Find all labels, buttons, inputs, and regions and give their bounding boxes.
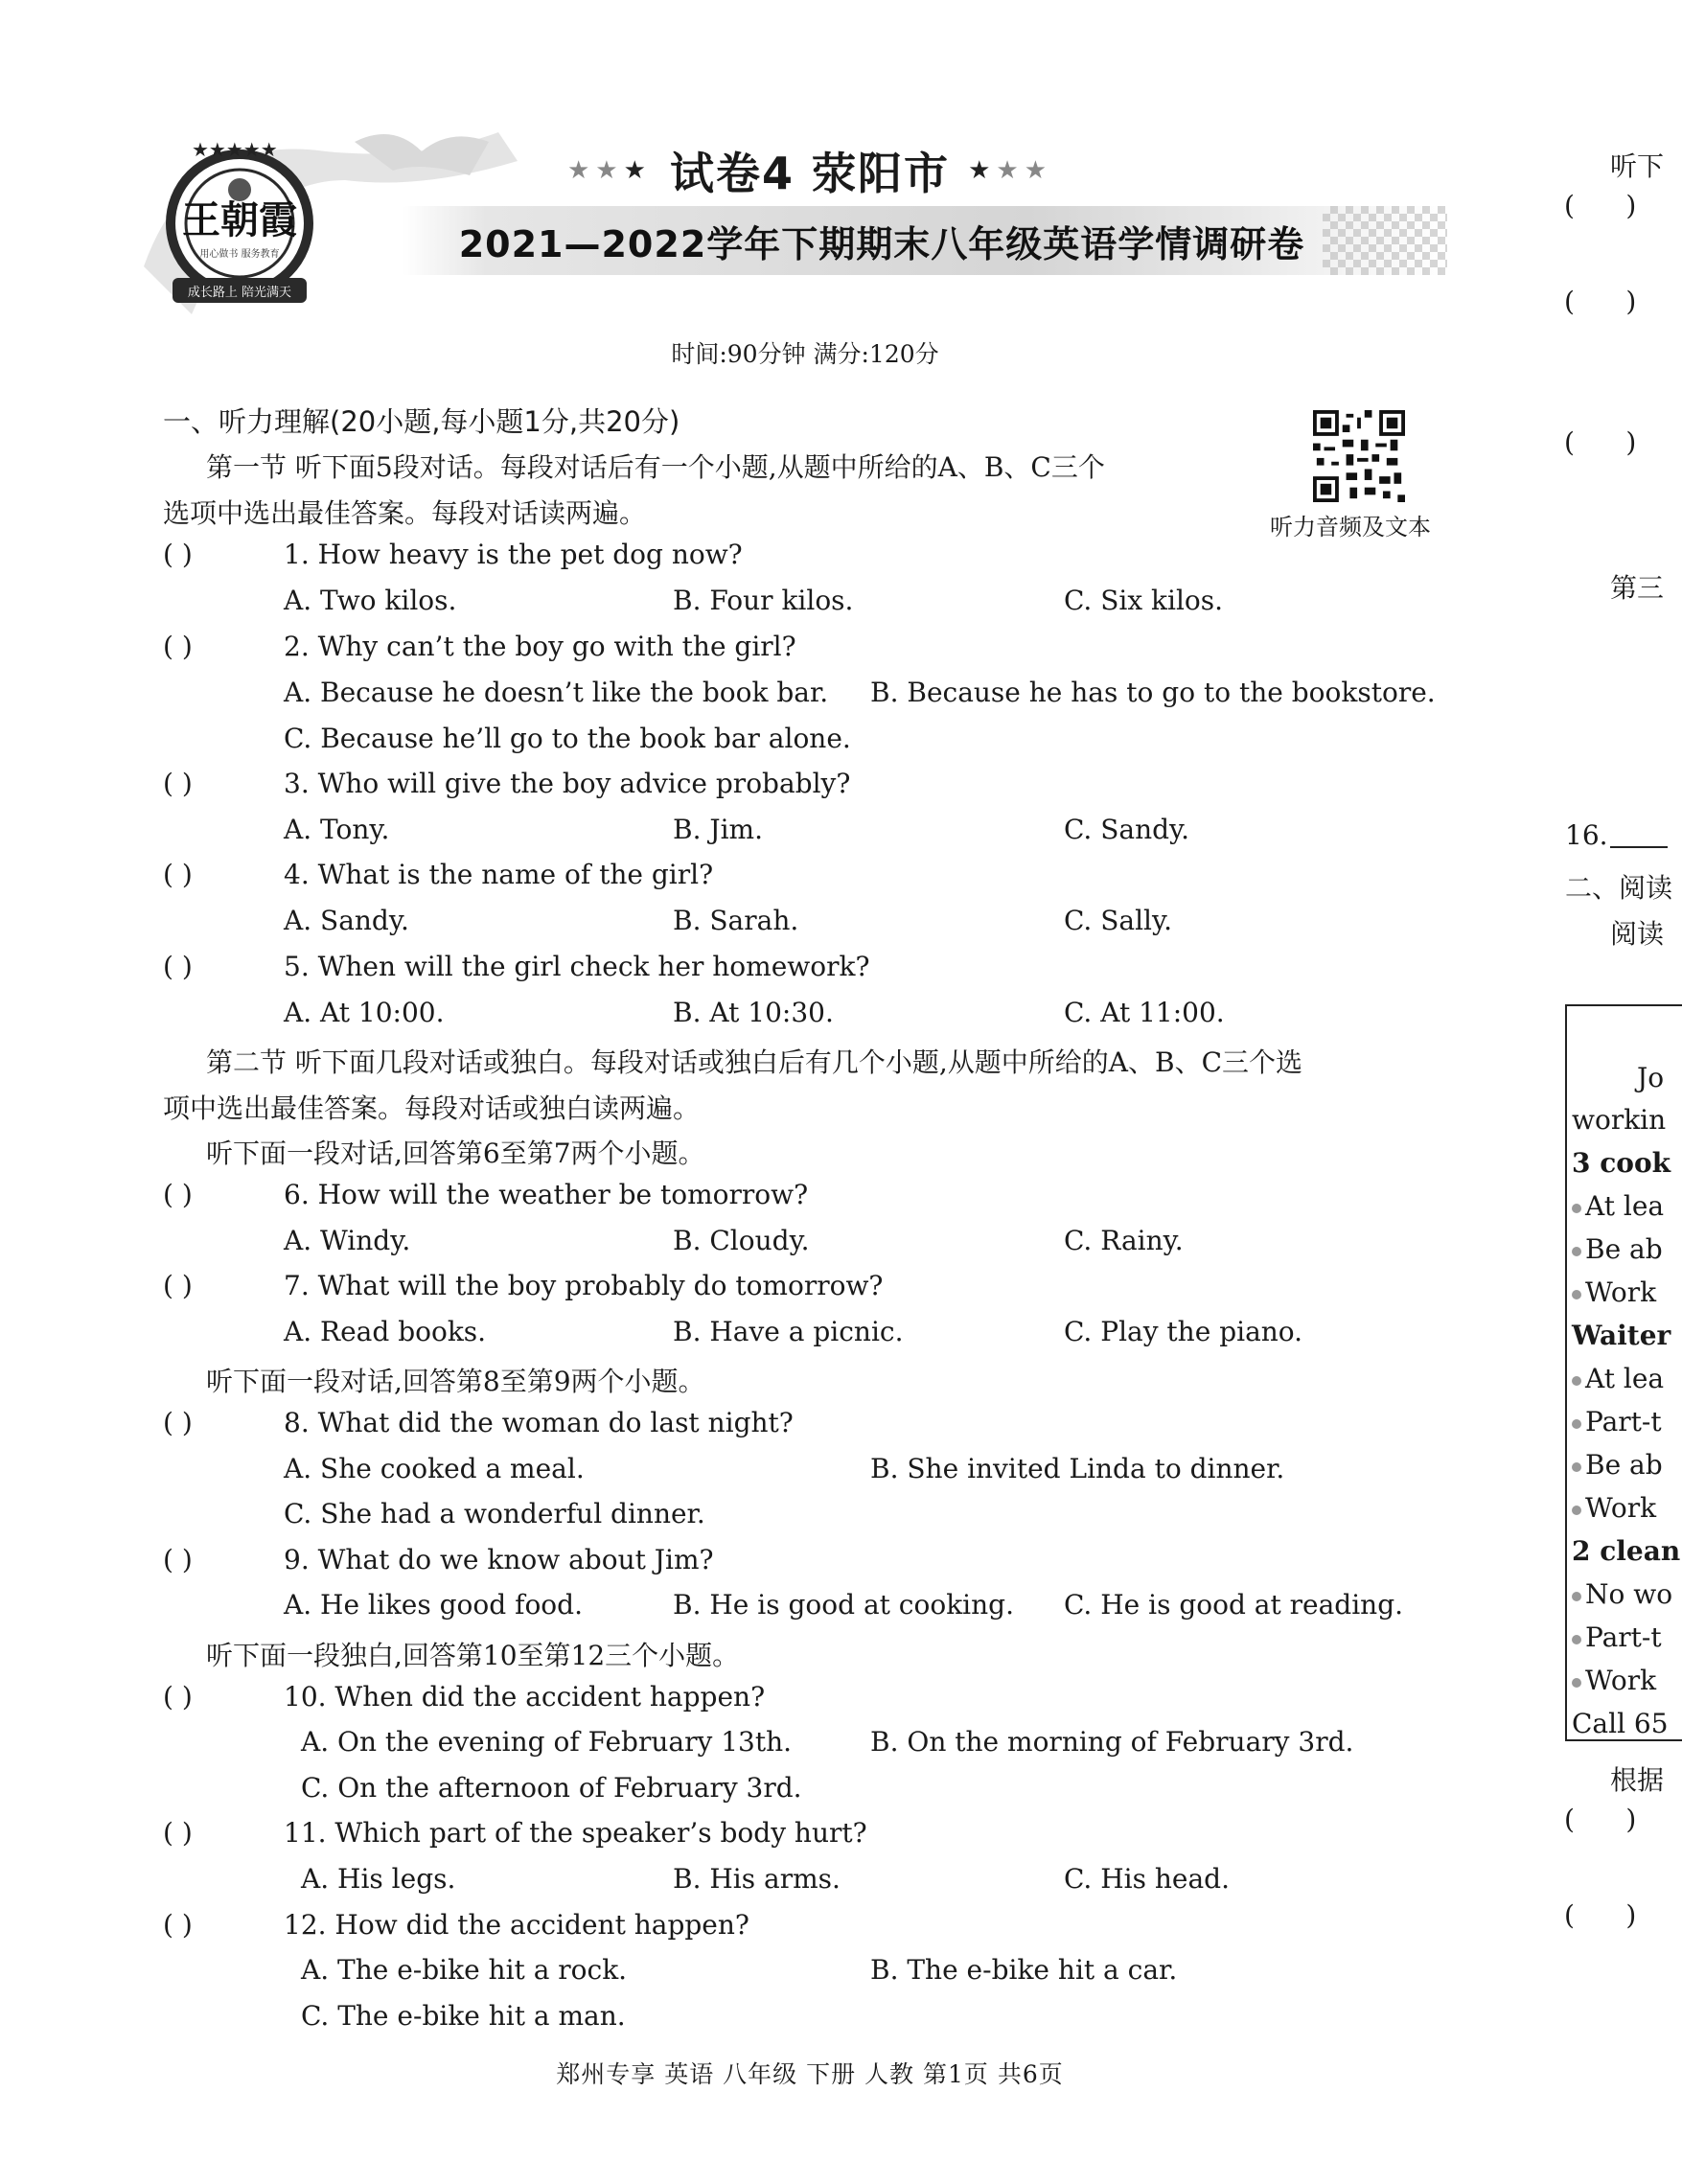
time-info: 时间:90分钟 满分:120分 [671,340,939,368]
option-b: B. Jim. [673,814,764,845]
option-c: C. He is good at reading. [1064,1589,1404,1621]
option-b: B. Sarah. [673,905,799,936]
part2-intro: 第二节 听下面几段对话或独白。每段对话或独白后有几个小题,从题中所给的A、B、C三个选 [206,1046,1303,1078]
option-c: C. She had a wonderful dinner. [284,1498,705,1529]
answer-bracket[interactable]: ( ) [1564,426,1637,458]
question-stem: 9. What do we know about Jim? [284,1544,714,1575]
option-c: C. On the afternoon of February 3rd. [301,1772,802,1804]
question-stem: 5. When will the girl check her homework? [284,951,870,982]
part2-intro: 项中选出最佳答案。每段对话或独白读两遍。 [163,1092,701,1124]
question-stem: 10. When did the accident happen? [284,1681,766,1713]
question-stem: 4. What is the name of the girl? [284,859,714,890]
answer-bracket[interactable]: ( ) [163,539,193,570]
answer-bracket[interactable]: ( ) [163,631,193,662]
option-b: B. He is good at cooking. [673,1589,1014,1621]
option-b: B. Cloudy. [673,1225,810,1256]
option-c: C. Play the piano. [1064,1316,1303,1347]
option-a: A. Two kilos. [284,585,457,616]
answer-bracket[interactable]: ( ) [163,1909,193,1941]
option-a: A. Read books. [284,1316,487,1347]
sub-instruction: 听下面一段独白,回答第10至第12三个小题。 [206,1640,740,1671]
qr-caption: 听力音频及文本 [1270,514,1431,540]
paper-series: ★★★ 试卷4 荥阳市 ★★★ [566,148,1053,199]
answer-bracket[interactable]: ( ) [163,859,193,890]
answer-bracket[interactable]: ( ) [163,1681,193,1713]
answer-bracket[interactable]: ( ) [163,768,193,799]
answer-bracket[interactable]: ( ) [163,1270,193,1301]
question-stem: 6. How will the weather be tomorrow? [284,1179,809,1210]
option-a: A. She cooked a meal. [284,1453,585,1484]
svg-text:用心做书 服务教育: 用心做书 服务教育 [199,249,280,260]
option-c: C. Rainy. [1064,1225,1184,1256]
page-footer: 郑州专享 英语 八年级 下册 人教 第1页 共6页 [556,2060,1064,2088]
answer-bracket[interactable]: ( ) [163,1817,193,1849]
option-c: C. His head. [1064,1863,1230,1895]
question-stem: 8. What did the woman do last night? [284,1407,794,1438]
option-c: C. Sandy. [1064,814,1190,845]
option-c: C. Six kilos. [1064,585,1224,616]
part1-intro: 选项中选出最佳答案。每段对话读两遍。 [163,497,647,529]
next-page-edge: 听下 ( ) ( ) ( ) 第三 16. 二、阅读 阅读 Jo workin 3 cook At lea Be ab Work Waiter At lea Part-t Be ab Work 2 clean No wo Part-t Work Call 65 根据 ( ) ( ) [1564,150,1681,1931]
option-c: C. The e-bike hit a man. [301,2000,626,2032]
option-a: A. Windy. [284,1225,411,1256]
question-stem: 1. How heavy is the pet dog now? [284,539,743,570]
option-a: A. At 10:00. [284,997,445,1028]
option-c: C. Because he’ll go to the book bar alone. [284,723,851,754]
qr-code-icon [1313,410,1405,502]
option-a: A. Tony. [284,814,390,845]
option-c: C. Sally. [1064,905,1173,936]
option-a: A. The e-bike hit a rock. [301,1954,628,1986]
logo-text: 王朝霞 [182,197,297,242]
option-a: A. He likes good food. [284,1589,583,1621]
question-stem: 3. Who will give the boy advice probably? [284,768,851,799]
option-b: B. Have a picnic. [673,1316,904,1347]
option-c: C. At 11:00. [1064,997,1225,1028]
option-a: A. Sandy. [284,905,409,936]
question-stem: 12. How did the accident happen? [284,1909,749,1941]
sub-instruction: 听下面一段对话,回答第8至第9两个小题。 [206,1366,705,1397]
sub-instruction: 听下面一段对话,回答第6至第7两个小题。 [206,1138,705,1169]
question-stem: 7. What will the boy probably do tomorrow? [284,1270,884,1301]
option-a: A. His legs. [301,1863,456,1895]
answer-bracket[interactable]: ( ) [1564,1804,1637,1835]
option-b: B. His arms. [673,1863,841,1895]
answer-bracket[interactable]: ( ) [163,951,193,982]
option-b: B. At 10:30. [673,997,834,1028]
option-b: B. Four kilos. [673,585,854,616]
answer-bracket[interactable]: ( ) [1564,1899,1637,1931]
answer-bracket[interactable]: ( ) [163,1544,193,1575]
option-a: A. On the evening of February 13th. [301,1726,793,1758]
question-stem: 2. Why can’t the boy go with the girl? [284,631,796,662]
option-a: A. Because he doesn’t like the book bar. [284,677,829,708]
exam-title: 2021—2022学年下期期末八年级英语学情调研卷 [458,223,1305,265]
question-stem: 11. Which part of the speaker’s body hurt? [284,1817,867,1849]
option-b: B. She invited Linda to dinner. [870,1453,1285,1484]
section-heading: 一、听力理解(20小题,每小题1分,共20分) [163,405,680,438]
answer-bracket[interactable]: ( ) [1564,286,1637,317]
answer-bracket[interactable]: ( ) [163,1407,193,1438]
option-b: B. On the morning of February 3rd. [870,1726,1354,1758]
option-b: B. Because he has to go to the bookstore. [870,677,1436,708]
answer-bracket[interactable]: ( ) [163,1179,193,1210]
part1-intro: 第一节 听下面5段对话。每段对话后有一个小题,从题中所给的A、B、C三个 [206,451,1105,483]
svg-text:★★★★★: ★★★★★ [192,138,278,161]
answer-bracket[interactable]: ( ) [1564,190,1637,221]
svg-text:成长路上 陪光满天: 成长路上 陪光满天 [187,286,292,300]
option-b: B. The e-bike hit a car. [870,1954,1178,1986]
